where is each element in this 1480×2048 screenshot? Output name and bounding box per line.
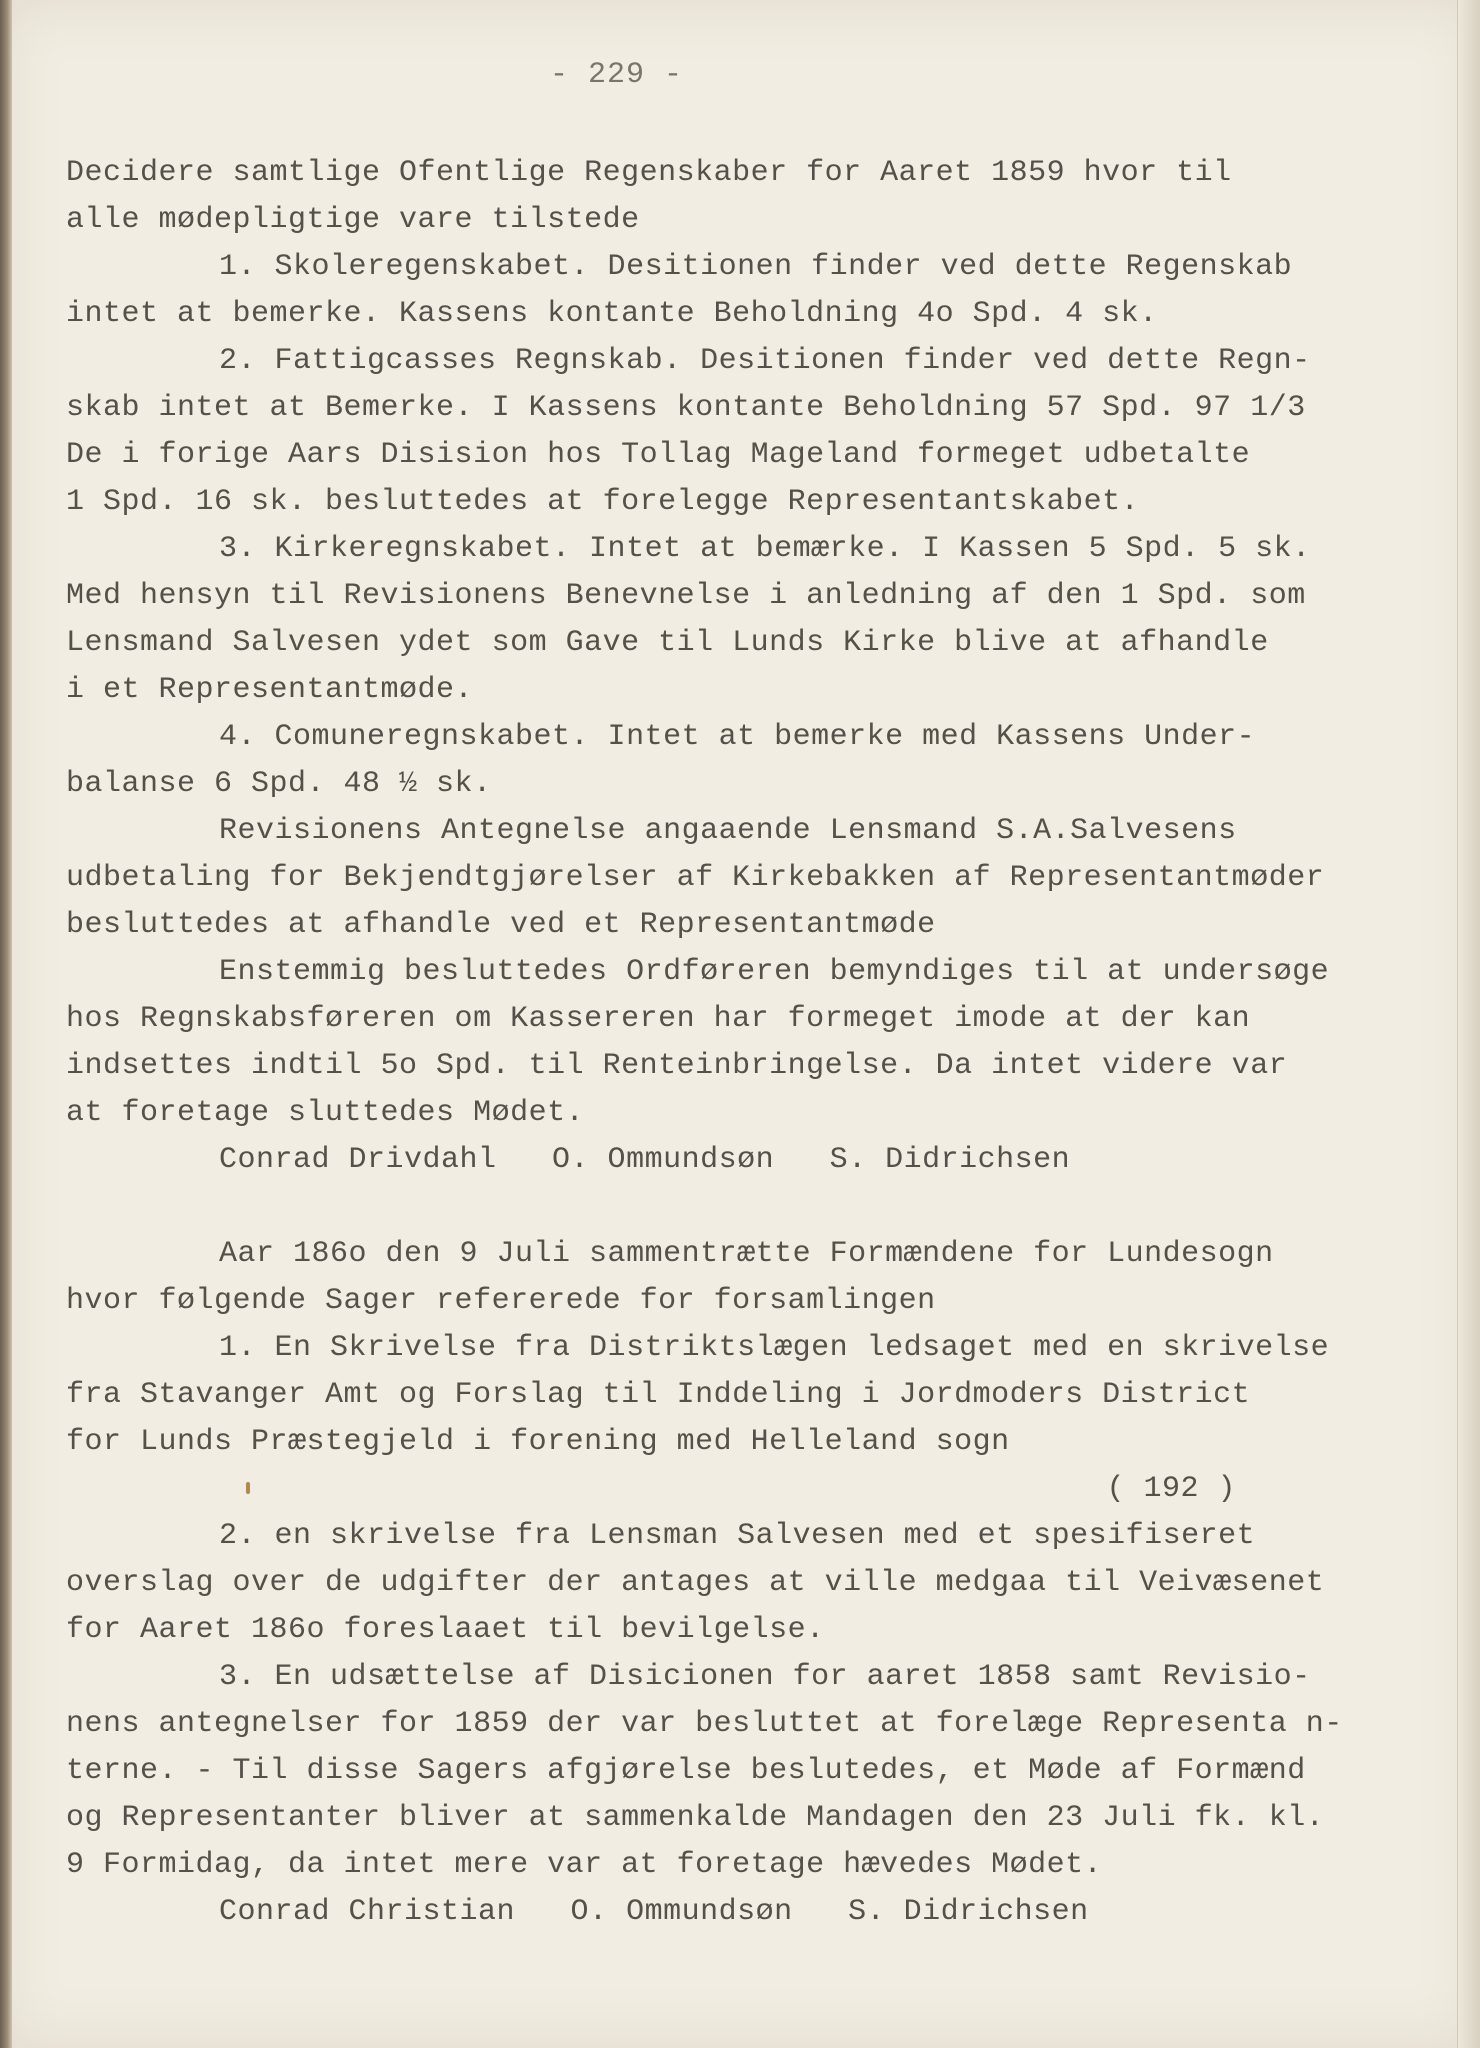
text-line: alle mødepligtige vare tilstede xyxy=(66,203,640,237)
text-line: og Representanter bliver at sammenkalde Mandagen den 23 Juli fk. kl. xyxy=(66,1801,1325,1835)
paragraph-gap xyxy=(66,1184,1386,1231)
text-line: for Aaret 186o foreslaaet til bevilgelse. xyxy=(66,1613,825,1647)
text-line: Lensmand Salvesen ydet som Gave til Lunds Kirke blive at afhandle xyxy=(66,626,1269,660)
text-line: Aar 186o den 9 Juli sammentrætte Formændene for Lundesogn xyxy=(219,1237,1274,1271)
signature-line: Conrad Christian O. Ommundsøn S. Didrichsen xyxy=(219,1895,1089,1929)
text-line: intet at bemerke. Kassens kontante Beholdning 4o Spd. 4 sk. xyxy=(66,297,1158,331)
text-line: at foretage sluttedes Mødet. xyxy=(66,1096,585,1130)
text-line: 1. En Skrivelse fra Distriktslægen ledsaget med en skrivelse xyxy=(219,1331,1330,1365)
text-line: terne. - Til disse Sagers afgjørelse beslutedes, et Møde af Formænd xyxy=(66,1754,1306,1788)
page-edge xyxy=(1457,0,1480,2048)
signature-line: Conrad Drivdahl O. Ommundsøn S. Didrichsen xyxy=(219,1143,1071,1177)
text-line: 3. Kirkeregnskabet. Intet at bemærke. I Kassen 5 Spd. 5 sk. xyxy=(219,532,1311,566)
text-line: hvor følgende Sager refererede for forsamlingen xyxy=(66,1284,936,1318)
book-spine xyxy=(0,0,12,2048)
document-body xyxy=(66,150,1386,1936)
text-line: 1 Spd. 16 sk. besluttedes at forelegge Representantskabet. xyxy=(66,485,1140,519)
text-line: Revisionens Antegnelse angaaende Lensmand S.A.Salvesens xyxy=(219,814,1237,848)
text-line: for Lunds Præstegjeld i forening med Helleland sogn xyxy=(66,1425,1010,1459)
text-line: skab intet at Bemerke. I Kassens kontante Beholdning 57 Spd. 97 1/3 xyxy=(66,391,1306,425)
text-line: 2. Fattigcasses Regnskab. Desitionen finder ved dette Regn- xyxy=(219,344,1311,378)
text-line: 1. Skoleregenskabet. Desitionen finder ved dette Regenskab xyxy=(219,250,1293,284)
text-line: besluttedes at afhandle ved et Representantmøde xyxy=(66,908,936,942)
text-line: hos Regnskabsføreren om Kassereren har formeget imode at der kan xyxy=(66,1002,1251,1036)
text-line: Enstemmig besluttedes Ordføreren bemyndiges til at undersøge xyxy=(219,955,1330,989)
text-line: Decidere samtlige Ofentlige Regenskaber for Aaret 1859 hvor til xyxy=(66,156,1232,190)
text-line: 4. Comuneregnskabet. Intet at bemerke med Kassens Under- xyxy=(219,720,1256,754)
text-line: overslag over de udgifter der antages at ville medgaa til Veivæsenet xyxy=(66,1566,1325,1600)
page-number: - 229 - xyxy=(550,58,684,92)
text-line: indsettes indtil 5o Spd. til Renteinbringelse. Da intet videre var xyxy=(66,1049,1288,1083)
reference-number: ( 192 ) xyxy=(1106,1472,1236,1506)
text-line: 3. En udsættelse af Disicionen for aaret 1858 samt Revisio- xyxy=(219,1660,1311,1694)
text-line: udbetaling for Bekjendtgjørelser af Kirkebakken af Representantmøder xyxy=(66,861,1325,895)
text-line: 9 Formidag, da intet mere var at foretage hævedes Mødet. xyxy=(66,1848,1103,1882)
text-line: fra Stavanger Amt og Forslag til Inddeling i Jordmoders District xyxy=(66,1378,1251,1412)
text-line: Med hensyn til Revisionens Benevnelse i anledning af den 1 Spd. som xyxy=(66,579,1306,613)
text-line: balanse 6 Spd. 48 ½ sk. xyxy=(66,767,492,801)
text-line: 2. en skrivelse fra Lensman Salvesen med et spesifiseret xyxy=(219,1519,1256,1553)
text-line: De i forige Aars Disision hos Tollag Mageland formeget udbetalte xyxy=(66,438,1251,472)
ink-mark xyxy=(246,1482,250,1494)
text-line: nens antegnelser for 1859 der var besluttet at forelæge Representa n- xyxy=(66,1707,1343,1741)
text-line: i et Representantmøde. xyxy=(66,673,474,707)
